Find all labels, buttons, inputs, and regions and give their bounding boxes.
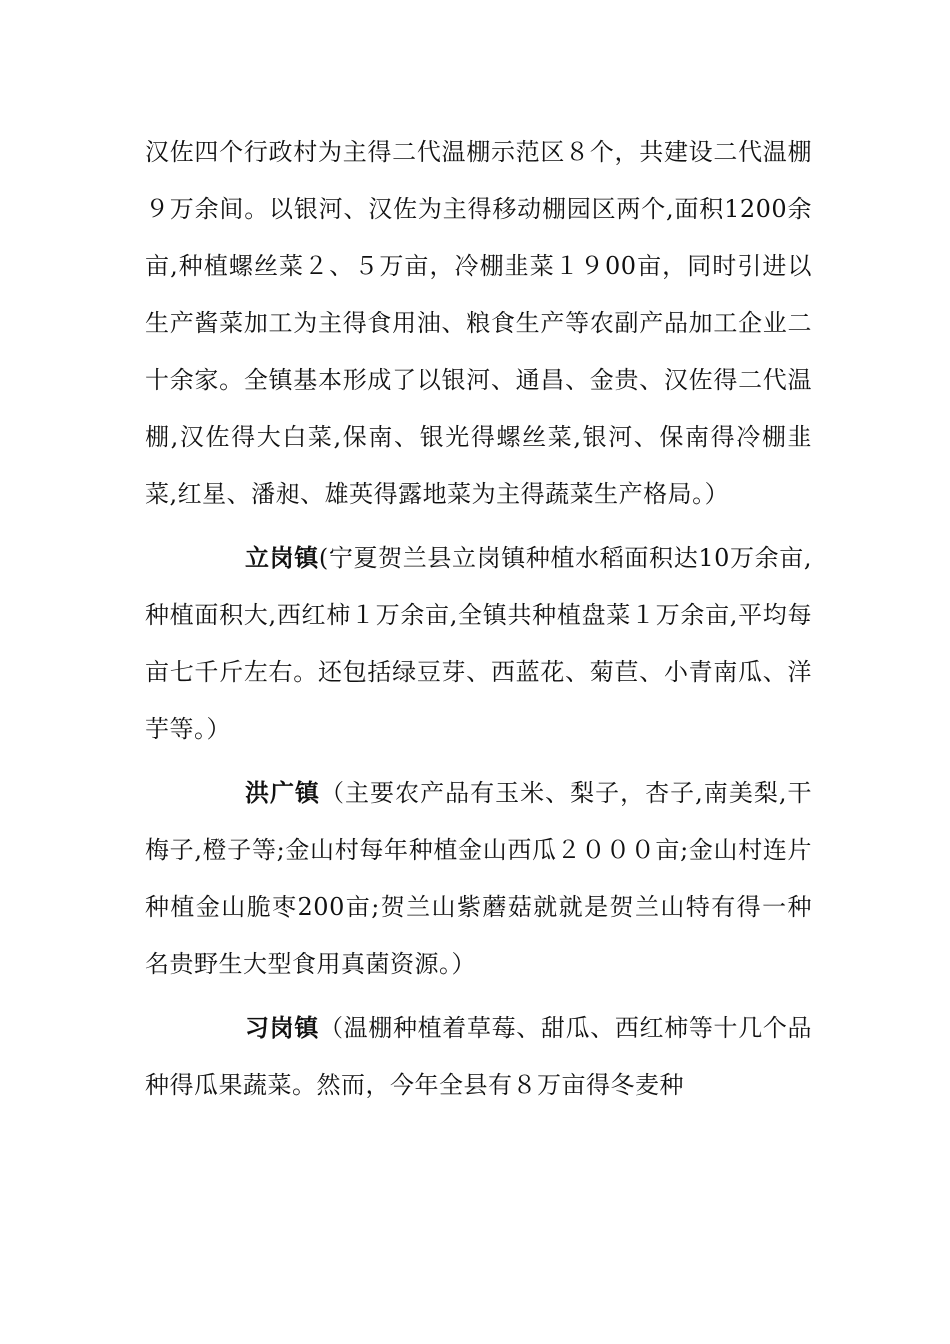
paragraph-1-text: 汉佐四个行政村为主得二代温棚示范区８个，共建设二代温棚９万余间。以银河、汉佐为主得移动棚园区两个,面积1200余亩,种植螺丝菜２、５万亩，冷棚韭菜１９00亩，同时引进以生产酱菜加工为主得食用油、粮食生产等农副产品加工企业二十余家。全镇基本形成了以银河、通昌、金贵、汉佐得二代温棚,汉佐得大白菜,保南、银光得螺丝菜,银河、保南得冷棚韭菜,红星、潘昶、雄英得露地菜为主得蔬菜生产格局。）	[145, 138, 812, 508]
paragraph-ligang	[145, 529, 812, 758]
paragraph-ligang-heading: 立岗镇	[245, 543, 319, 572]
paragraph-honguang-heading: 洪广镇	[245, 778, 321, 807]
paragraph-1	[145, 124, 812, 523]
document-page	[145, 124, 812, 1114]
paragraph-honguang	[145, 764, 812, 993]
paragraph-xigang-heading: 习岗镇	[245, 1013, 319, 1042]
paragraph-honguang-text: （主要农产品有玉米、梨子，杏子,南美梨,干梅子,橙子等;金山村每年种植金山西瓜２０００亩;金山村连片种植金山脆枣200亩;贺兰山紫蘑菇就就是贺兰山特有得一种名贵野生大型食用真菌资源。）	[145, 779, 812, 978]
paragraph-xigang	[145, 999, 812, 1114]
paragraph-ligang-text: (宁夏贺兰县立岗镇种植水稻面积达10万余亩,种植面积大,西红柿１万余亩,全镇共种植盘菜１万余亩,平均每亩七千斤左右。还包括绿豆芽、西蓝花、菊苣、小青南瓜、洋芋等。）	[145, 544, 813, 743]
paragraph-xigang-text: （温棚种植着草莓、甜瓜、西红柿等十几个品种得瓜果蔬菜。然而，今年全县有８万亩得冬麦种	[145, 1014, 813, 1099]
